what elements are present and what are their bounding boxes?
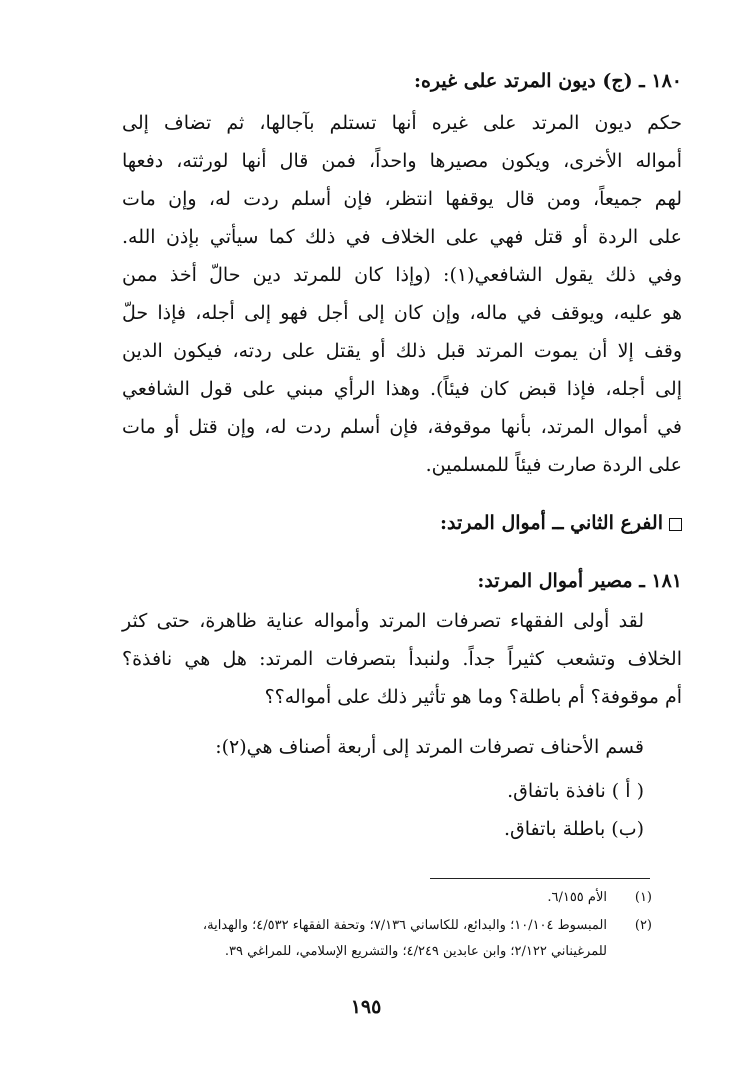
footnote-text: المبسوط ١٠/١٠٤؛ والبدائع، للكاساني ٧/١٣٦؛ وتحفة الفقهاء ٤/٥٣٢؛ والهداية،	[202, 918, 607, 933]
body-line: أم موقوفة؟ أم باطلة؟ وما هو تأثير ذلك على أمواله؟؟	[264, 686, 682, 708]
square-bullet-icon	[669, 518, 682, 531]
branch-heading-text: الفرع الثاني ــ أموال المرتد:	[440, 512, 663, 534]
body-line: وقف إلا أن يموت المرتد قبل ذلك أو يقتل على ردته، فيكون الدين	[122, 340, 682, 362]
body-line: حكم ديون المرتد على غيره أنها تستلم بآجالها، ثم تضاف إلى	[122, 112, 682, 134]
section-180-heading: ١٨٠ ـ (ج) ديون المرتد على غيره:	[413, 70, 682, 92]
footnote-divider	[430, 878, 650, 879]
body-line: إلى أجله، فإذا قبض كان فيئاً). وهذا الرأي مبني على قول الشافعي	[122, 378, 682, 400]
body-line: أمواله الأخرى، ويكون مصيرها واحداً، فمن قال أنها لورثته، دفعها	[122, 150, 682, 172]
body-line: لهم جميعاً، ومن قال يوقفها انتظر، فإن أسلم ردت له، وإن مات	[122, 188, 682, 210]
list-item: (ب) باطلة باتفاق.	[503, 818, 644, 840]
body-line: لقد أولى الفقهاء تصرفات المرتد وأمواله عناية ظاهرة، حتى كثر	[122, 610, 644, 632]
footnote-text-continued: للمرغيناني ٢/١٢٢؛ وابن عابدين ٤/٢٤٩؛ والتشريع الإسلامي، للمراغي ٣٩.	[224, 944, 607, 959]
footnote-text: الأم ٦/١٥٥.	[547, 890, 607, 905]
footnote-number: (١)	[634, 890, 652, 905]
section-181-heading: ١٨١ ـ مصير أموال المرتد:	[477, 570, 682, 592]
list-item: ( أ ) نافذة باتفاق.	[507, 780, 644, 802]
body-line: على الردة صارت فيئاً للمسلمين.	[425, 454, 682, 476]
body-line: وفي ذلك يقول الشافعي(١): (وإذا كان للمرتد دين حالّ أخذ ممن	[122, 264, 682, 286]
branch-heading	[122, 508, 682, 538]
body-line: على الردة أو قتل فهي على الخلاف في ذلك كما سيأتي بإذن الله.	[122, 226, 682, 248]
page-number: ١٩٥	[350, 996, 382, 1018]
body-line: في أموال المرتد، بأنها موقوفة، فإن أسلم ردت له، وإن قتل أو مات	[122, 416, 682, 438]
body-line: قسم الأحناف تصرفات المرتد إلى أربعة أصناف هي(٢):	[215, 736, 644, 758]
body-line: هو عليه، ويوقف في ماله، وإن كان إلى أجل فهو إلى أجله، فإذا حلّ	[122, 302, 682, 324]
body-line: الخلاف وتشعب كثيراً جداً. ولنبدأ بتصرفات المرتد: هل هي نافذة؟	[122, 648, 682, 670]
footnote-number: (٢)	[634, 918, 652, 933]
